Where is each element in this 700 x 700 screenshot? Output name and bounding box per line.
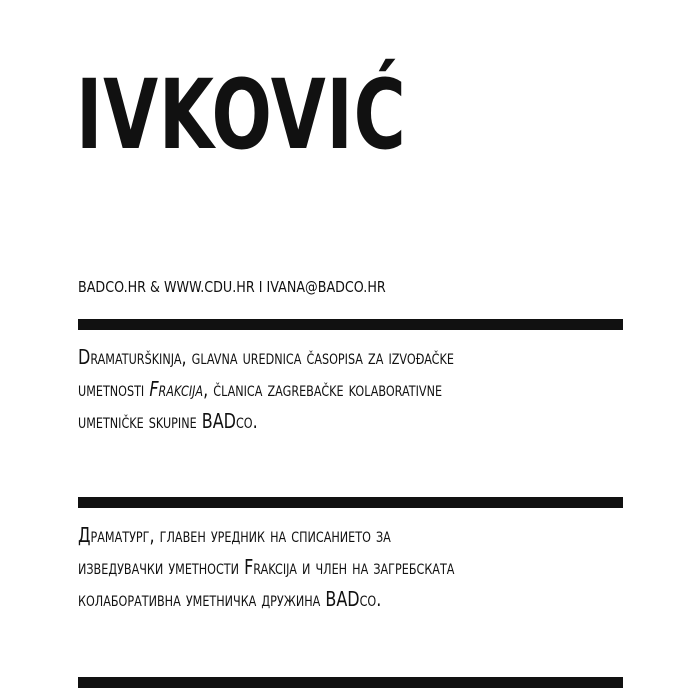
bio-macedonian-line-3: колаборативна уметничка дружина BADco. <box>78 587 382 611</box>
divider-rule <box>78 497 623 508</box>
divider-rule <box>78 319 623 330</box>
bio-croatian-line-2-end: , članica zagrebačke kolaborativne <box>203 377 443 401</box>
bio-macedonian-line-2: изведувачки уметности Frakcija и член на загребската <box>78 555 455 579</box>
bio-croatian-line-1: Dramaturškinja, glavna urednica časopisa za izvođačke <box>78 345 454 369</box>
contact-line: BADCO.HR & WWW.CDU.HR I IVANA@BADCO.HR <box>78 278 386 296</box>
bio-croatian <box>78 341 622 437</box>
bio-croatian-line-2 <box>78 373 622 405</box>
bio-croatian-line-2-start: umetnosti <box>78 377 150 401</box>
divider-rule <box>78 677 623 688</box>
bio-croatian-line-3: umetničke skupine BADco. <box>78 409 258 433</box>
bio-macedonian-line-1: Драматург, главен уредник на списанието за <box>78 523 391 547</box>
journal-title-emphasis: Frakcija <box>149 377 204 401</box>
bio-macedonian <box>78 519 622 615</box>
surname-title: IVKOVIĆ <box>76 59 407 171</box>
